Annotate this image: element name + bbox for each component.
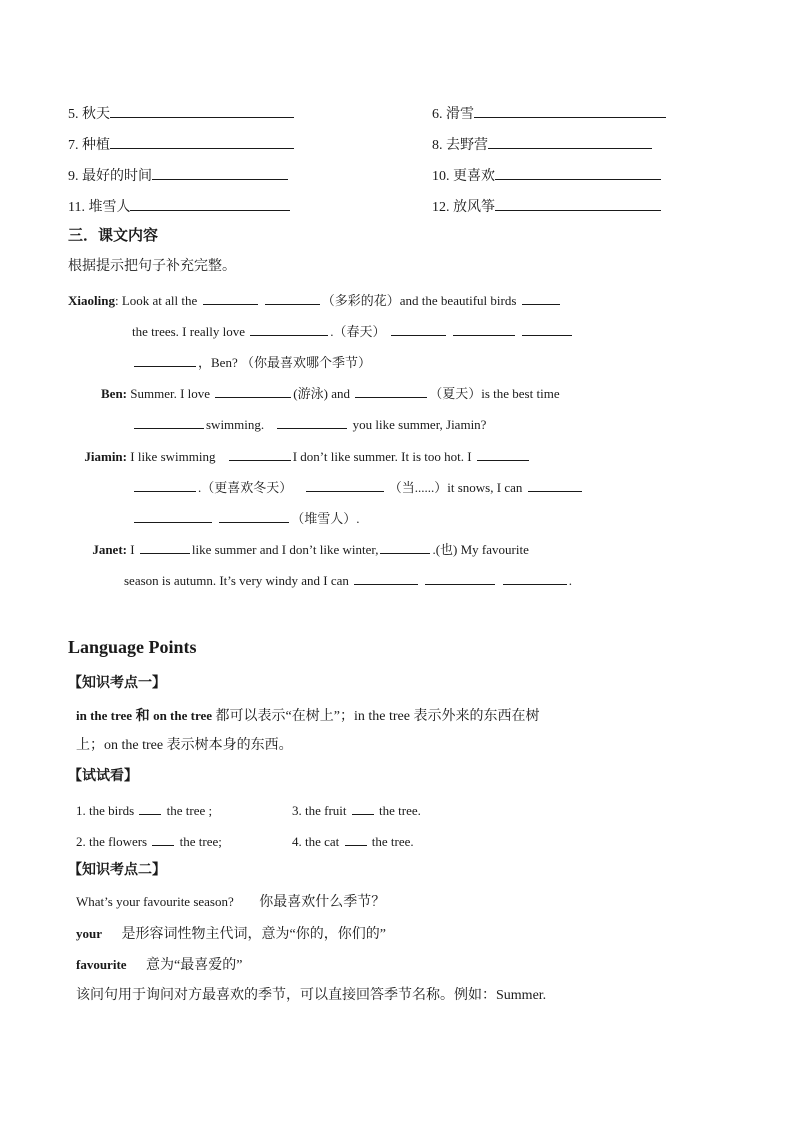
vocab-item-9	[68, 165, 288, 186]
answer-blank[interactable]	[488, 134, 652, 149]
dialogue-line	[132, 321, 574, 341]
exercise-text: the tree.	[379, 803, 421, 818]
keyword-favourite: favourite	[76, 957, 127, 972]
usage-note: 该问句用于询问对方最喜欢的季节，可以直接回答季节名称。例如：Summer.	[76, 988, 547, 1003]
answer-blank[interactable]	[352, 800, 374, 815]
vocab-number: 7.	[68, 138, 79, 153]
answer-blank[interactable]	[425, 570, 495, 585]
speaker-name: Jiamin:	[84, 449, 127, 464]
dialogue-text: : Look at all the	[114, 293, 198, 308]
speaker-name: Janet:	[92, 542, 127, 557]
speaker-name: Xiaoling	[68, 293, 115, 308]
explanation-text: 都可以表示“在树上”；in the tree 表示外来的东西在树	[215, 709, 540, 724]
knowledge-point-2-title: 【知识考点二】	[68, 863, 166, 878]
vocab-number: 6.	[432, 107, 443, 122]
explanation-text: 意为“最喜爱的”	[146, 958, 243, 973]
dialogue-text: I don’t like summer. It is too hot. I	[292, 449, 472, 464]
question-chinese: 你最喜欢什么季节？	[259, 895, 386, 910]
vocab-number: 5.	[68, 107, 79, 122]
answer-blank[interactable]	[474, 103, 666, 118]
dialogue-line	[132, 477, 584, 497]
explanation-text: 是形容词性物主代词，意为“你的，你们的”	[121, 927, 386, 942]
vocab-number: 12.	[432, 200, 450, 215]
exercise-item-4	[292, 831, 414, 851]
vocab-item-12	[432, 196, 661, 217]
vocab-item-6	[432, 103, 666, 124]
dialogue-text: ，Ben? （你最喜欢哪个季节）	[198, 355, 371, 370]
vocab-text: 堆雪人	[88, 200, 131, 215]
answer-blank[interactable]	[265, 290, 320, 305]
vocab-item-8	[432, 134, 652, 155]
answer-blank[interactable]	[355, 383, 427, 398]
answer-blank[interactable]	[219, 508, 289, 523]
answer-blank[interactable]	[277, 414, 347, 429]
answer-blank[interactable]	[130, 196, 290, 211]
answer-blank[interactable]	[453, 321, 515, 336]
favourite-explanation	[76, 956, 242, 975]
answer-blank[interactable]	[354, 570, 418, 585]
knowledge-point-1-text-cont: 上；on the tree 表示树本身的东西。	[76, 738, 293, 753]
try-it-title: 【试试看】	[68, 769, 138, 784]
vocab-number: 9.	[68, 169, 79, 184]
dialogue-text: （多彩的花）and the beautiful birds	[321, 293, 517, 308]
vocab-text: 放风筝	[453, 200, 495, 215]
answer-blank[interactable]	[140, 539, 190, 554]
vocab-text: 滑雪	[446, 107, 474, 122]
exercise-text: the tree.	[371, 834, 414, 849]
keyword-your: your	[76, 926, 102, 941]
answer-blank[interactable]	[152, 165, 288, 180]
answer-blank[interactable]	[528, 477, 582, 492]
dialogue-line	[68, 446, 531, 466]
dialogue-line	[124, 570, 572, 590]
answer-blank[interactable]	[391, 321, 446, 336]
answer-blank[interactable]	[495, 165, 661, 180]
answer-blank[interactable]	[110, 134, 294, 149]
vocab-number: 8.	[432, 138, 443, 153]
dialogue-line	[132, 352, 371, 372]
exercise-text: 3. the fruit	[292, 803, 347, 818]
answer-blank[interactable]	[110, 103, 294, 118]
dialogue-text: （当......）it snows, I can	[388, 480, 523, 495]
section-instruction: 根据提示把句子补充完整。	[68, 259, 236, 274]
question-english: What’s your favourite season?	[76, 894, 234, 909]
answer-blank[interactable]	[503, 570, 567, 585]
dialogue-line	[132, 414, 486, 434]
answer-blank[interactable]	[522, 321, 572, 336]
section-title: 三．课文内容	[68, 228, 159, 244]
answer-blank[interactable]	[203, 290, 258, 305]
language-points-title: Language Points	[68, 637, 197, 657]
answer-blank[interactable]	[229, 446, 291, 461]
dialogue-text: （夏天）is the best time	[429, 386, 560, 401]
vocab-item-11	[68, 196, 290, 217]
vocab-text: 更喜欢	[453, 169, 495, 184]
vocab-item-5	[68, 103, 294, 124]
exercise-item-2	[76, 831, 222, 851]
dialogue-text: (游泳) and	[293, 386, 350, 401]
dialogue-text: like summer and I don’t like winter,	[191, 542, 379, 557]
phrase-on-the-tree: on the tree	[153, 708, 213, 723]
answer-blank[interactable]	[345, 831, 367, 846]
vocab-text: 种植	[82, 138, 110, 153]
dialogue-text: you like summer, Jiamin?	[352, 417, 487, 432]
knowledge-point-1-text	[76, 707, 539, 726]
answer-blank[interactable]	[495, 196, 661, 211]
dialogue-text: .（春天）	[330, 324, 386, 339]
dialogue-text: swimming.	[206, 417, 265, 432]
exercise-text: the tree ;	[166, 803, 213, 818]
exercise-text: the tree;	[179, 834, 222, 849]
exercise-text: 2. the flowers	[76, 834, 148, 849]
your-explanation	[76, 925, 386, 944]
vocab-text: 秋天	[82, 107, 110, 122]
answer-blank[interactable]	[134, 414, 204, 429]
dialogue-text: .	[568, 573, 572, 588]
conjunction: 和	[135, 709, 150, 724]
dialogue-text: （堆雪人）.	[291, 511, 360, 526]
vocab-item-7	[68, 134, 294, 155]
dialogue-text: .(也) My favourite	[432, 542, 529, 557]
phrase-in-the-tree: in the tree	[76, 708, 133, 723]
dialogue-text: Summer. I love	[130, 386, 211, 401]
dialogue-text: I like swimming	[130, 449, 216, 464]
dialogue-text: season is autumn. It’s very windy and I can	[124, 573, 349, 588]
answer-blank[interactable]	[380, 539, 430, 554]
answer-blank[interactable]	[250, 321, 328, 336]
vocab-number: 10.	[432, 169, 450, 184]
answer-blank[interactable]	[477, 446, 529, 461]
vocab-text: 最好的时间	[82, 169, 152, 184]
vocab-item-10	[432, 165, 661, 186]
vocab-number: 11.	[68, 200, 85, 215]
answer-blank[interactable]	[134, 352, 196, 367]
knowledge-point-1-title: 【知识考点一】	[68, 676, 166, 691]
answer-blank[interactable]	[139, 800, 161, 815]
dialogue-text: the trees. I really love	[132, 324, 245, 339]
answer-blank[interactable]	[134, 477, 196, 492]
answer-blank[interactable]	[306, 477, 384, 492]
dialogue-line	[132, 508, 360, 528]
exercise-text: 1. the birds	[76, 803, 135, 818]
example-question	[76, 893, 385, 912]
speaker-name: Ben:	[101, 386, 127, 401]
dialogue-line	[68, 539, 529, 559]
answer-blank[interactable]	[522, 290, 560, 305]
dialogue-line	[68, 290, 562, 310]
dialogue-text: .（更喜欢冬天）	[198, 480, 293, 495]
vocab-text: 去野营	[446, 138, 488, 153]
answer-blank[interactable]	[215, 383, 291, 398]
dialogue-text: I	[130, 542, 135, 557]
exercise-item-3	[292, 800, 421, 820]
exercise-text: 4. the cat	[292, 834, 340, 849]
answer-blank[interactable]	[152, 831, 174, 846]
exercise-item-1	[76, 800, 212, 820]
answer-blank[interactable]	[134, 508, 212, 523]
dialogue-line	[68, 383, 560, 403]
